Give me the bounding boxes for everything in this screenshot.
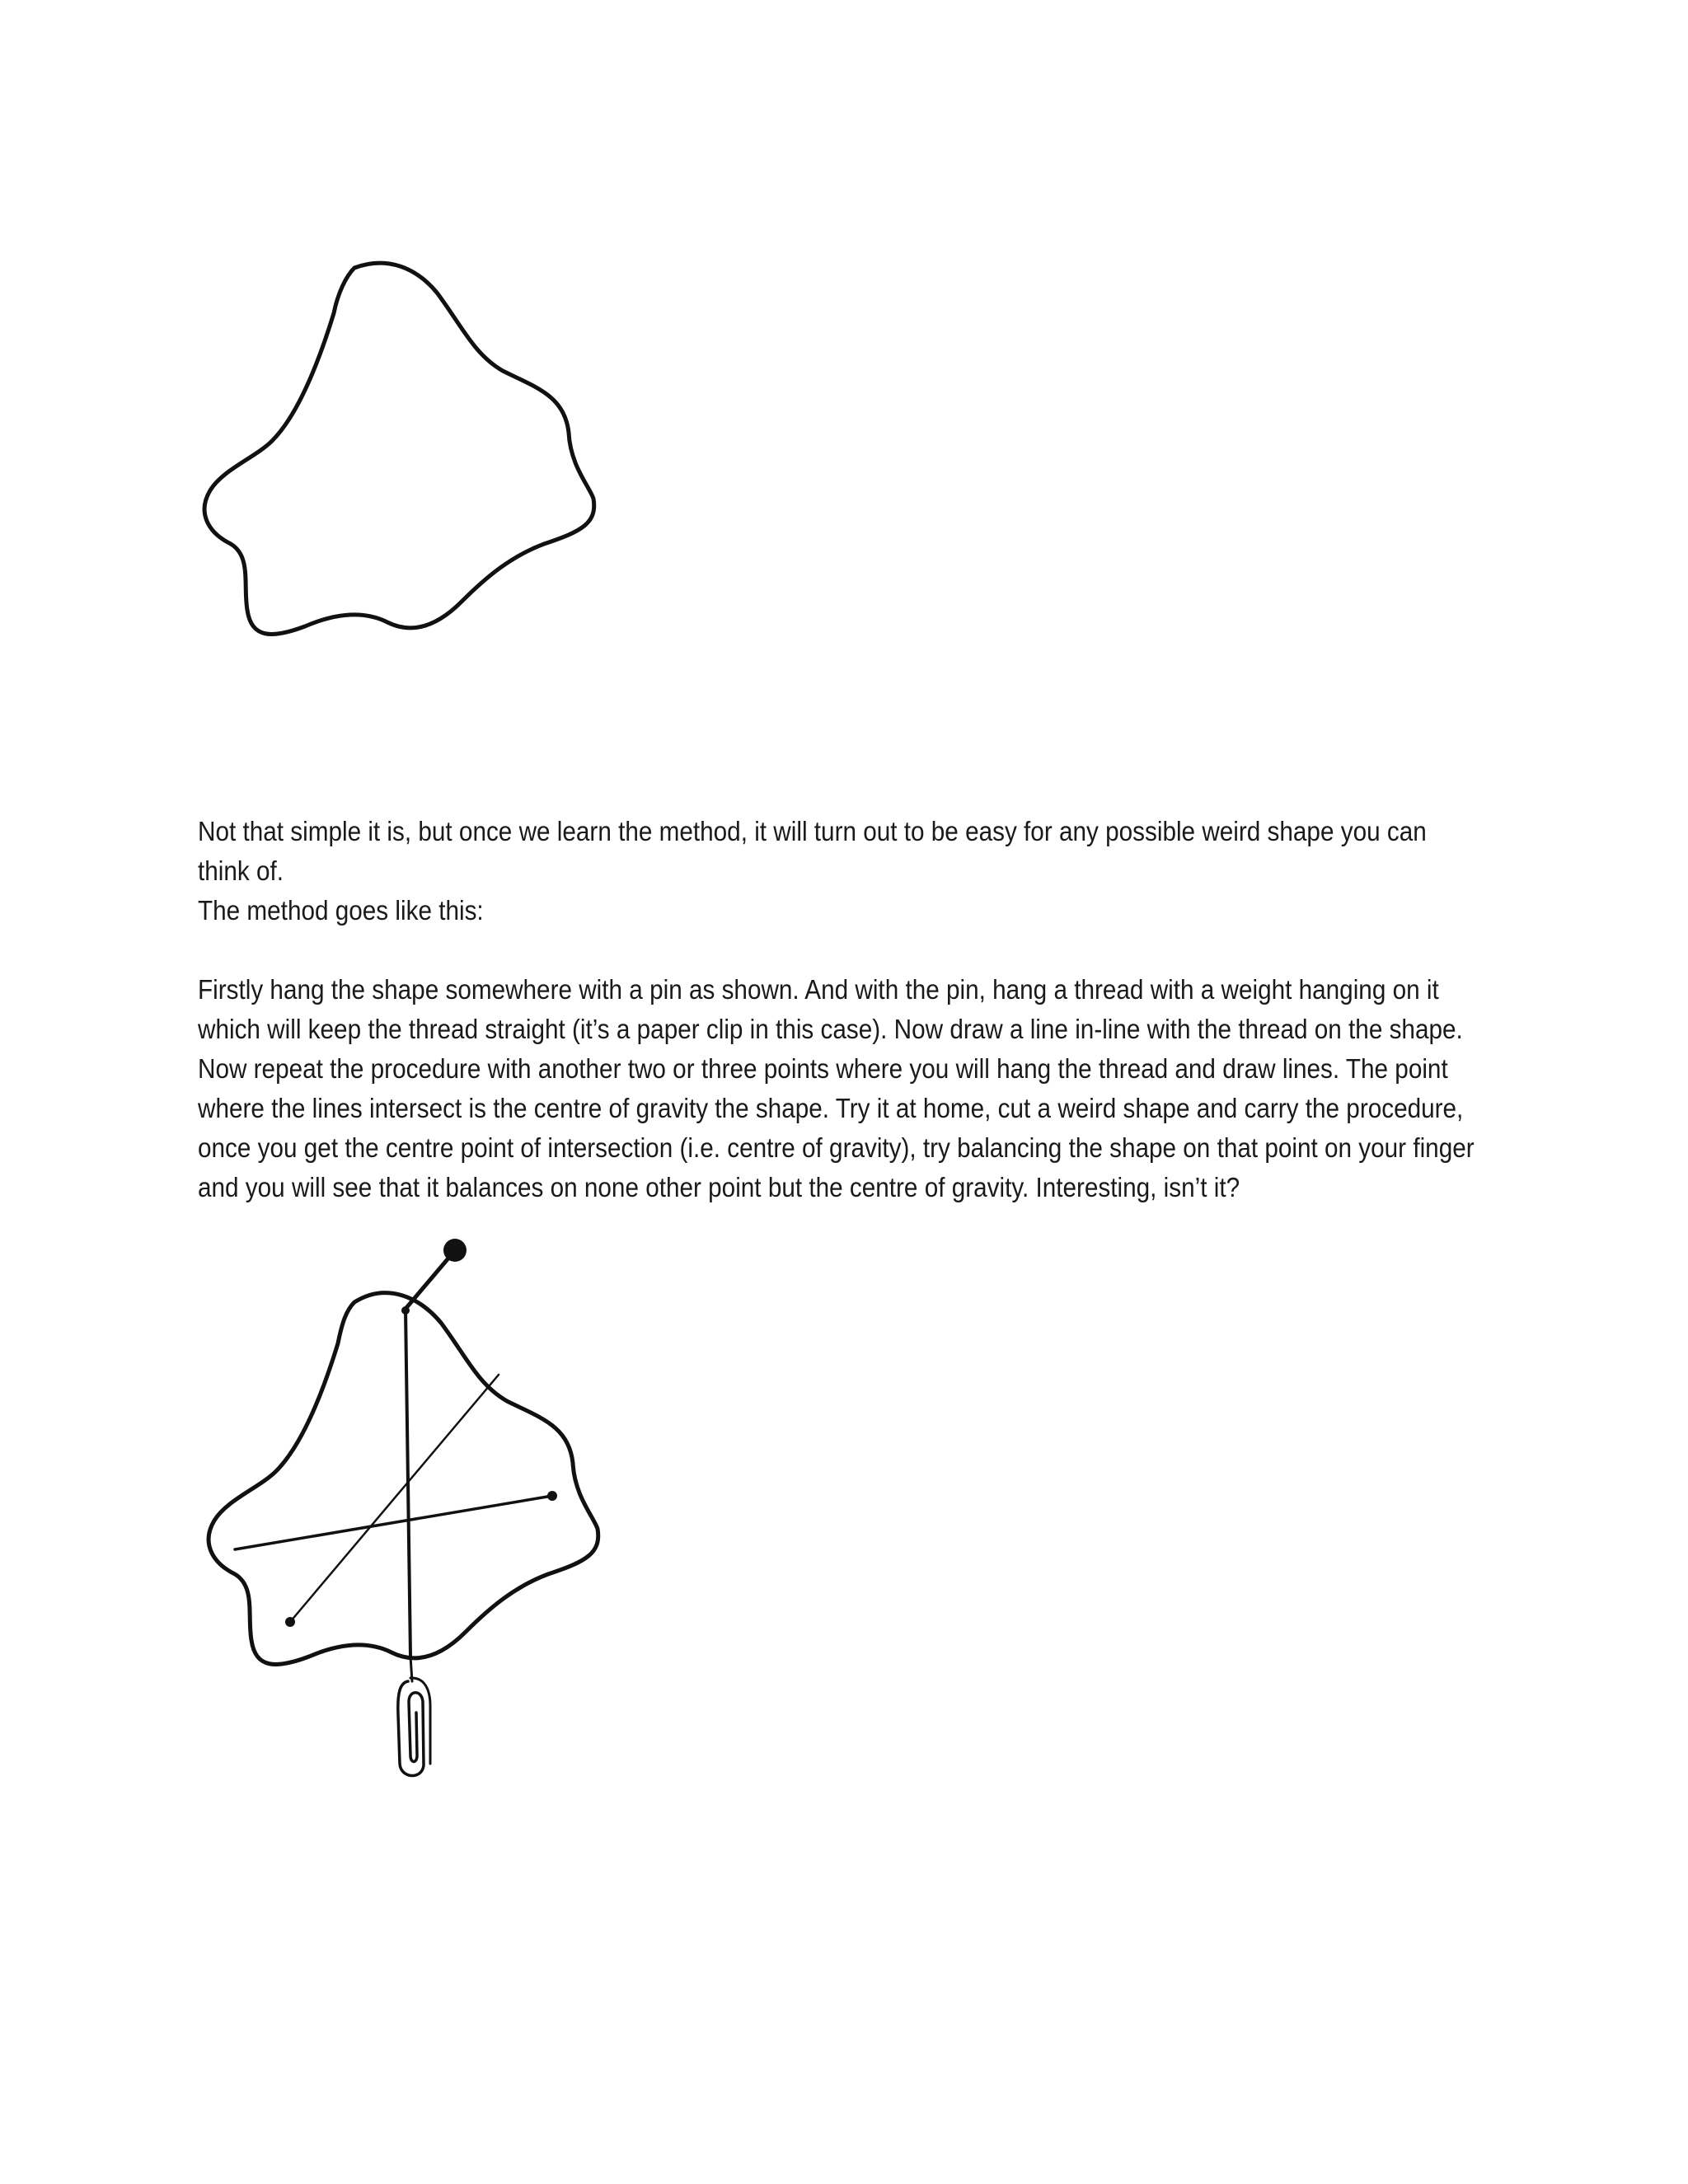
shape-outline bbox=[209, 1293, 598, 1665]
paper-clip-icon bbox=[398, 1681, 424, 1776]
intro-line-2: think of. bbox=[198, 855, 284, 886]
hang-point-bottom-left bbox=[285, 1617, 295, 1627]
pin-head bbox=[443, 1239, 467, 1262]
paragraph-spacer bbox=[198, 930, 1362, 970]
centre-of-gravity-illustration bbox=[190, 1220, 618, 1780]
paper-clip-outer bbox=[410, 1678, 430, 1764]
explanation-text bbox=[198, 812, 1475, 1207]
method-heading: The method goes like this: bbox=[198, 895, 484, 926]
pin-shaft bbox=[406, 1254, 452, 1309]
irregular-shape-drawing bbox=[190, 247, 618, 659]
hang-point-top bbox=[401, 1306, 410, 1315]
shape-outline bbox=[204, 263, 594, 634]
second-line bbox=[235, 1496, 552, 1549]
procedure-paragraph: Firstly hang the shape somewhere with a pin as shown. And with the pin, hang a thread with a weight hanging on it which will keep the thread straight (it’s a paper clip in this case). Now draw a line in-line with the thread on the shape. Now repeat the procedure with another two or three points where you will hang the thread and draw lines. The point where the lines intersect is the centre of gravity the shape. Try it at home, cut a weird shape and carry the procedure, once you get the centre point of intersection (i.e. centre of gravity), try balancing the shape on that point on your finger and you will see that it balances on none other point but the centre of gravity. Interesting, isn’t it? bbox=[198, 974, 1475, 1202]
intro-line-1: Not that simple it is, but once we learn the method, it will turn out to be easy for any possible weird shape you can bbox=[198, 816, 1427, 846]
centre-of-gravity-drawing bbox=[190, 1220, 618, 1780]
third-line bbox=[290, 1375, 499, 1622]
irregular-shape-illustration bbox=[190, 247, 618, 659]
hang-point-right bbox=[547, 1491, 557, 1501]
